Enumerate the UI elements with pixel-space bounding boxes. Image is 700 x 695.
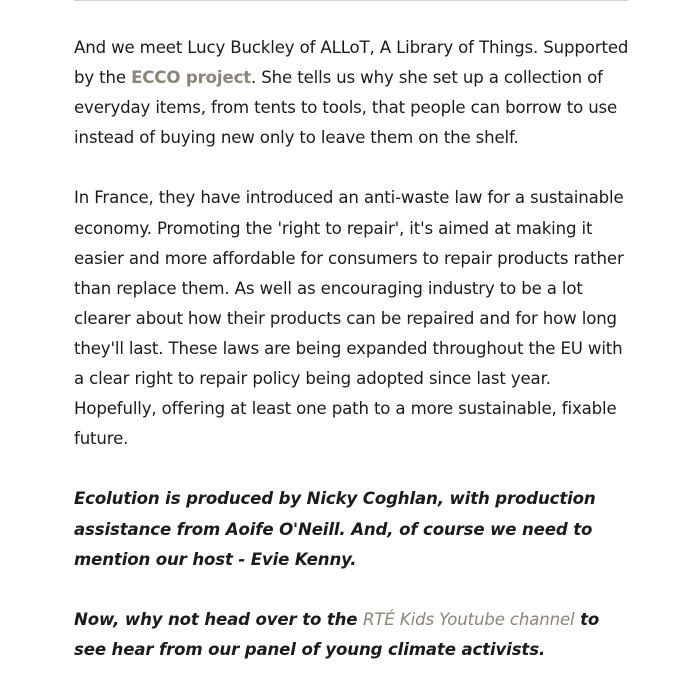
allot-text-after: . She tells us why she set up a collection of everyday items, from tents to tools, that people can borrow to use instead of buying new only to leave them on the shelf. [74, 68, 618, 148]
top-divider [74, 0, 628, 1]
rte-kids-youtube-link[interactable]: RTÉ Kids Youtube channel [363, 609, 575, 629]
paragraph-credits: Ecolution is produced by Nicky Coghlan, with production assistance from Aoife O'Neill. And, of course we need to mention our host - Evie Kenny. [74, 489, 596, 569]
paragraph-allot [74, 33, 630, 153]
paragraph-france: In France, they have introduced an anti-waste law for a sustainable economy. Promoting the 'right to repair', it's aimed at making it easier and more affordable for consumers to repair products rather than replace them. As well as encouraging industry to be a lot clearer about how their products can be repaired and for how long they'll last. These laws are being expanded throughout the EU with a clear right to repair policy being adopted since last year. Hopefully, offering at least one path to a more sustainable, fixable future. [74, 188, 624, 449]
cta-text-before: Now, why not head over to the [74, 609, 364, 629]
allot-text-before: And we meet Lucy Buckley of ALLoT, A Library of Things. Supported by the [74, 38, 629, 88]
article-body [74, 33, 630, 695]
paragraph-cta [74, 605, 630, 665]
cta-text-after: to see hear from our panel of young climate activists. [74, 609, 600, 659]
ecco-project-link[interactable]: ECCO project [131, 68, 252, 88]
